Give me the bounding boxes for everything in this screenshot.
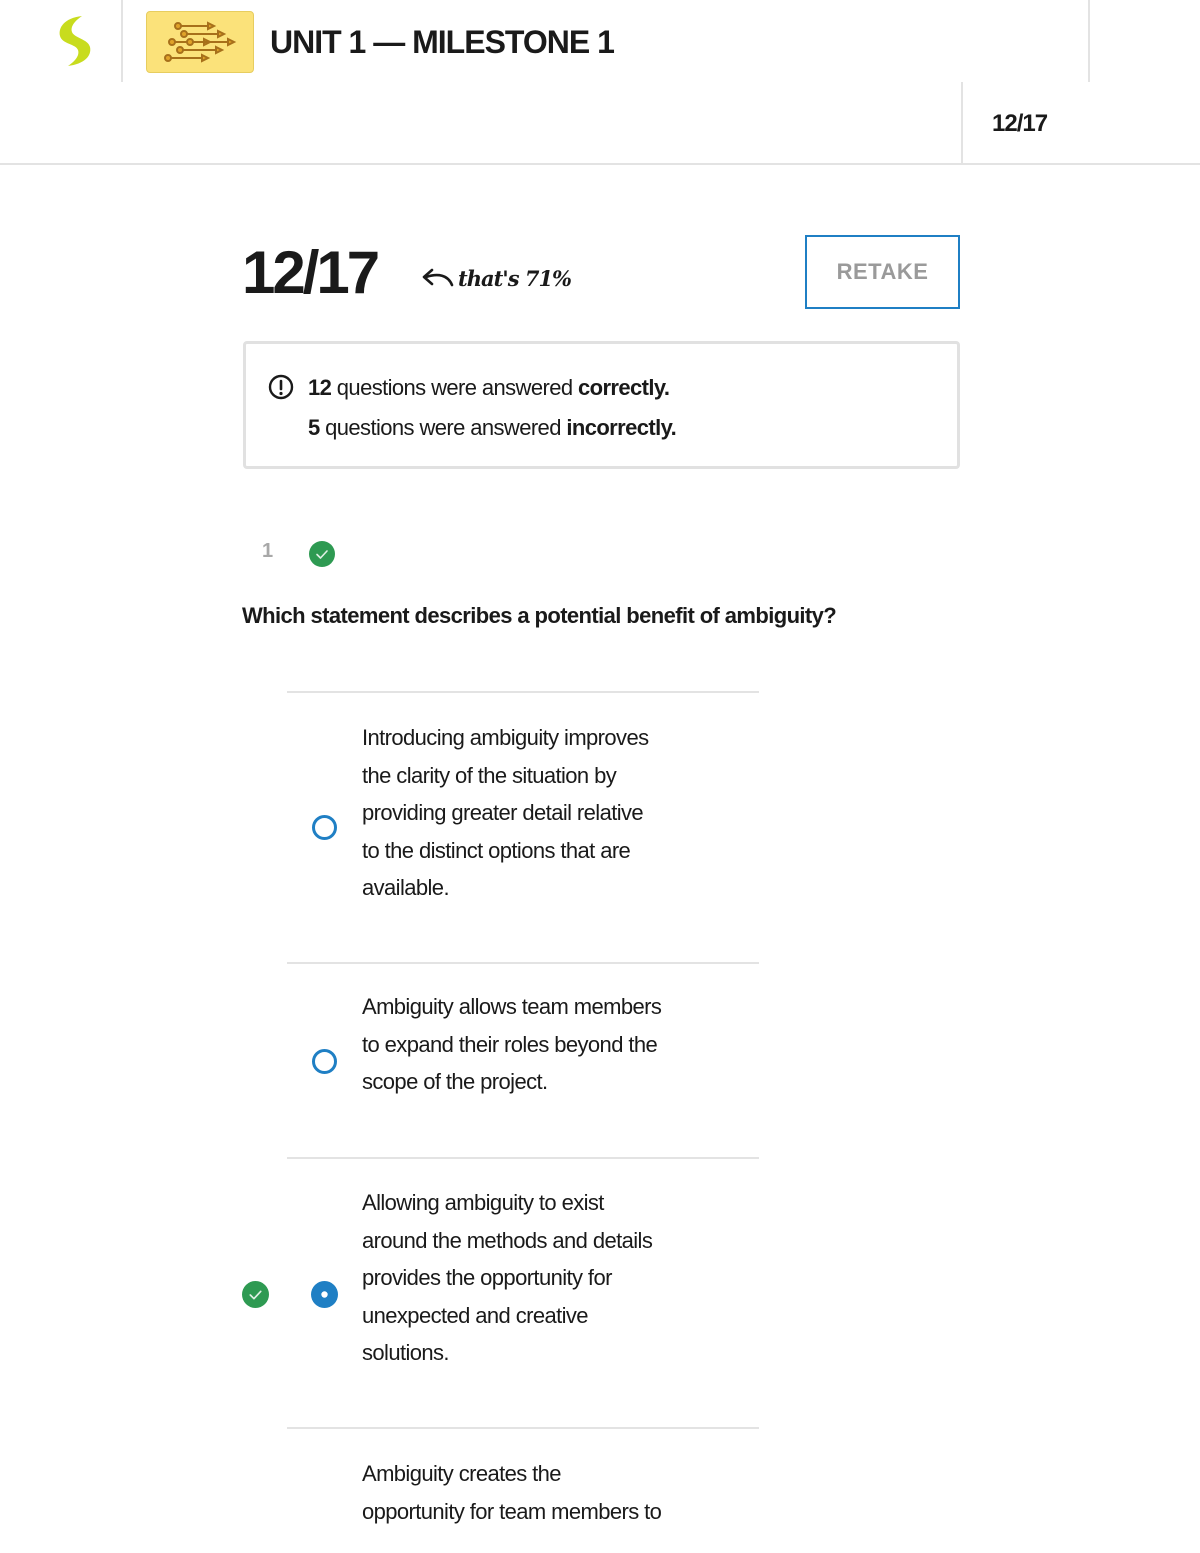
option-line: the clarity of the situation by — [362, 762, 617, 788]
option-line: to the distinct options that are — [362, 837, 631, 863]
option-text[interactable] — [362, 1455, 742, 1530]
option-line: Ambiguity allows team members — [362, 994, 662, 1019]
option-line: Ambiguity creates the — [362, 1461, 561, 1486]
incorrect-middle: questions were answered — [325, 415, 561, 440]
top-bar — [0, 0, 1200, 165]
option-line: provides the opportunity for — [362, 1265, 612, 1290]
option-line: unexpected and creative — [362, 1302, 588, 1328]
option-separator — [287, 691, 759, 693]
correct-check-icon — [309, 541, 335, 567]
info-icon — [268, 374, 294, 400]
darts-thumbnail-icon — [146, 11, 254, 73]
option-line: solutions. — [362, 1340, 449, 1365]
score-percent-note — [420, 266, 571, 291]
option-line: Introducing ambiguity improves — [362, 725, 649, 750]
question-number: 1 — [262, 540, 274, 562]
score-divider — [961, 82, 963, 164]
score-percent-text: that's 71% — [458, 266, 572, 291]
header-bottom-border — [0, 163, 1200, 165]
option-radio[interactable] — [311, 1048, 338, 1075]
correct-middle: questions were answered — [336, 375, 573, 400]
option-separator — [287, 962, 759, 964]
question-text: Which statement describes a potential benefit of ambiguity? — [242, 603, 837, 628]
option-line: scope of the project. — [362, 1069, 548, 1094]
option-radio[interactable] — [311, 814, 338, 841]
sophia-logo-icon[interactable] — [52, 14, 98, 70]
option-line: Allowing ambiguity to exist — [362, 1190, 604, 1215]
curved-arrow-left-icon — [420, 267, 454, 291]
option-line: available. — [362, 875, 449, 900]
option-line: opportunity for team members to — [362, 1498, 662, 1524]
correct-answer-check-icon — [242, 1281, 269, 1308]
score-value: 12/17 — [242, 239, 378, 306]
header-divider — [121, 0, 123, 82]
option-line: providing greater detail relative — [362, 800, 644, 825]
option-text[interactable] — [362, 1184, 742, 1372]
results-summary — [243, 341, 960, 469]
option-text[interactable] — [362, 719, 742, 907]
page-title: UNIT 1 — MILESTONE 1 — [270, 24, 614, 60]
option-separator — [287, 1157, 759, 1159]
option-line: around the methods and details — [362, 1227, 653, 1253]
retake-button[interactable]: RETAKE — [805, 235, 960, 309]
option-text[interactable] — [362, 988, 742, 1101]
incorrect-word: incorrectly. — [566, 415, 677, 440]
correct-summary — [308, 375, 669, 401]
incorrect-summary — [308, 415, 676, 441]
correct-word: correctly. — [578, 375, 670, 400]
option-radio-selected[interactable] — [311, 1281, 338, 1308]
option-separator — [287, 1427, 759, 1429]
header-divider-right — [1088, 0, 1090, 82]
correct-count: 12 — [308, 375, 332, 400]
incorrect-count: 5 — [308, 415, 320, 440]
option-line: to expand their roles beyond the — [362, 1031, 658, 1057]
header-score: 12/17 — [992, 110, 1048, 137]
